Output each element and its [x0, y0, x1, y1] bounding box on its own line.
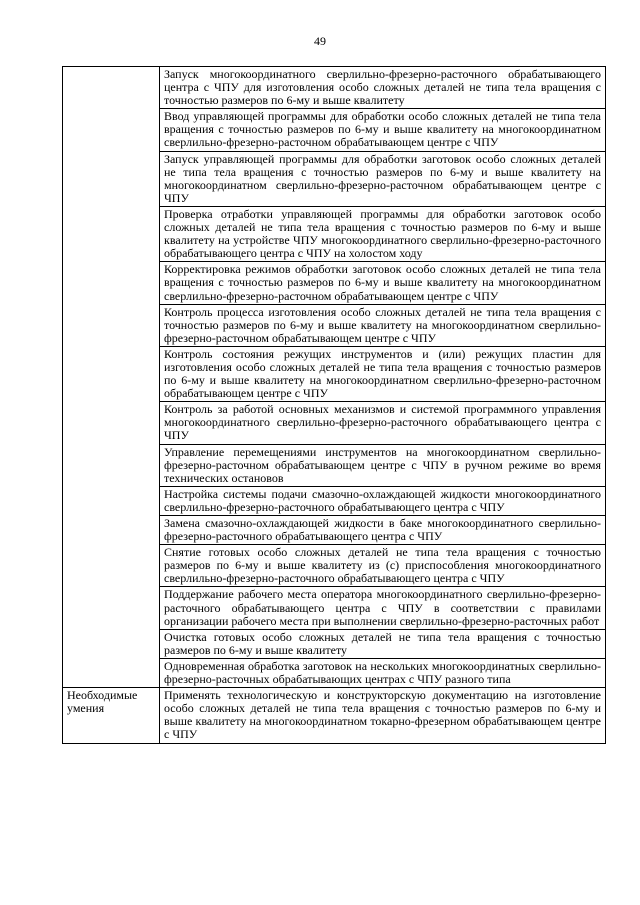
table-cell-text: Контроль за работой основных механизмов и системой программного управления многокоординатного сверлильно-фрезерно-расточного обрабатывающего центра с ЧПУ — [160, 402, 606, 444]
requirements-table — [62, 66, 606, 744]
table-cell-text: Замена смазочно-охлаждающей жидкости в баке многокоординатного сверлильно-фрезерно-расточного обрабатывающего центра с ЧПУ — [160, 516, 606, 545]
table-cell-text: Применять технологическую и конструкторскую документацию на изготовление особо сложных деталей не типа тела вращения с точностью размеров по 6-му и выше квалитету на многокоординатном токарно-фрезерном обрабатывающем центре с ЧПУ — [160, 688, 606, 743]
table-cell-text: Поддержание рабочего места оператора многокоординатного сверлильно-фрезерно-расточного обрабатывающего центра с ЧПУ в соответствии с правилами организации рабочего места при выполнении сверлильно-фрезерно-расточных работ — [160, 587, 606, 629]
table-cell-text: Запуск управляющей программы для обработки заготовок особо сложных деталей не типа тела вращения с точностью размеров по 6-му и выше квалитету на многокоординатном сверлильно-фрезерно-расточном обрабатывающем центре с ЧПУ — [160, 151, 606, 206]
table-cell-text: Настройка системы подачи смазочно-охлаждающей жидкости многокоординатного сверлильно-фрезерно-расточного обрабатывающего центра с ЧПУ — [160, 486, 606, 515]
section2-label-cell: Необходимые умения — [63, 688, 160, 743]
table-cell-text: Контроль состояния режущих инструментов и (или) режущих пластин для изготовления особо сложных деталей не типа тела вращения с точностью размеров по 6-му и выше квалитету на многокоординатном сверлильно-фрезерно-расточном обрабатывающем центре с ЧПУ — [160, 346, 606, 401]
table-cell-text: Ввод управляющей программы для обработки особо сложных деталей не типа тела вращения с точностью размеров по 6-му и выше квалитету на многокоординатном сверлильно-фрезерно-расточном обрабатывающем центре с ЧПУ — [160, 109, 606, 151]
table-row — [63, 688, 606, 743]
section1-label-cell — [63, 67, 160, 688]
table-cell-text: Корректировка режимов обработки заготовок особо сложных деталей не типа тела вращения с точностью размеров по 6-му и выше квалитету на многокоординатном сверлильно-фрезерно-расточном обрабатывающем центре с ЧПУ — [160, 262, 606, 304]
table-cell-text: Очистка готовых особо сложных деталей не типа тела вращения с точностью размеров по 6-му и выше квалитету — [160, 629, 606, 658]
table-cell-text: Проверка отработки управляющей программы для обработки заготовок особо сложных деталей не типа тела вращения с точностью размеров по 6-му и выше квалитету на устройстве ЧПУ многокоординатного сверлильно-фрезерно-расточного обрабатывающего центра с ЧПУ на холостом ходу — [160, 206, 606, 261]
page-number: 49 — [314, 34, 326, 48]
table-cell-text: Запуск многокоординатного сверлильно-фрезерно-расточного обрабатывающего центра с ЧПУ для изготовления особо сложных деталей не типа тела вращения с точностью размеров по 6-му и выше квалитету — [160, 67, 606, 109]
table-cell-text: Одновременная обработка заготовок на нескольких многокоординатных сверлильно-фрезерно-расточных обрабатывающих центрах с ЧПУ разного типа — [160, 658, 606, 687]
table-cell-text: Контроль процесса изготовления особо сложных деталей не типа тела вращения с точностью размеров по 6-му и выше квалитету на многокоординатном сверлильно-фрезерно-расточном обрабатывающем центре с ЧПУ — [160, 304, 606, 346]
table-cell-text: Снятие готовых особо сложных деталей не типа тела вращения с точностью размеров по 6-му и выше квалитету из (с) приспособления многокоординатного сверлильно-фрезерно-расточного обрабатывающего центра с ЧПУ — [160, 545, 606, 587]
table-cell-text: Управление перемещениями инструментов на многокоординатном сверлильно-фрезерно-расточном обрабатывающем центре с ЧПУ в ручном режиме во время технических остановов — [160, 444, 606, 486]
table-row — [63, 67, 606, 109]
